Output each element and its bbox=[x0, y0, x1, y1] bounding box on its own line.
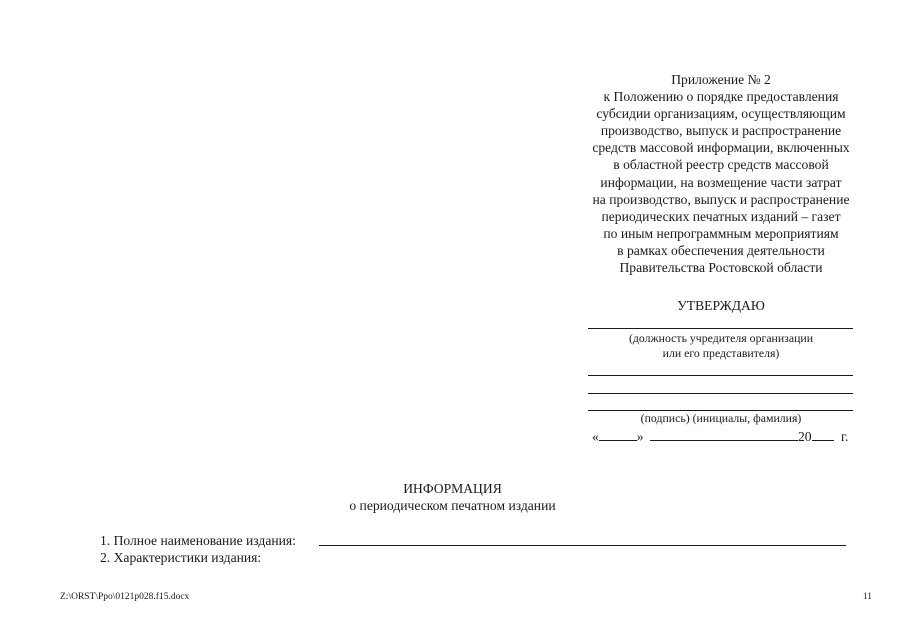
position-caption-2: или его представителя) bbox=[662, 346, 780, 360]
signature-line-1 bbox=[588, 375, 853, 376]
item-1-fill-line bbox=[319, 545, 846, 546]
annex-line: в рамках обеспечения деятельности bbox=[617, 242, 825, 258]
annex-line: к Положению о порядке предоставления bbox=[603, 89, 839, 105]
item-1-label: 1. Полное наименование издания: bbox=[100, 533, 296, 548]
annex-line: Правительства Ростовской области bbox=[619, 260, 823, 276]
footer-file-path: Z:\ORST\Ppo\0121p028.f15.docx bbox=[60, 592, 190, 602]
item-2-label: 2. Характеристики издания: bbox=[100, 550, 262, 565]
annex-header bbox=[560, 71, 882, 276]
signature-line-2 bbox=[588, 393, 853, 394]
annex-line: средств массовой информации, включенных bbox=[592, 140, 850, 156]
annex-line: Приложение № 2 bbox=[671, 72, 771, 87]
annex-line: информации, на возмещение части затрат bbox=[600, 174, 842, 190]
month-blank bbox=[650, 428, 798, 441]
approval-date-line bbox=[592, 428, 848, 445]
annex-line: субсидии организациям, осуществляющим bbox=[596, 106, 846, 122]
annex-line: периодических печатных изданий – газет bbox=[601, 208, 841, 224]
date-close-quote: » bbox=[636, 429, 644, 444]
annex-line: на производство, выпуск и распространение bbox=[592, 191, 850, 207]
year-blank bbox=[812, 428, 834, 441]
approval-title: УТВЕРЖДАЮ bbox=[677, 298, 765, 313]
annex-line: производство, выпуск и распространение bbox=[600, 123, 842, 139]
annex-line: в областной реестр средств массовой bbox=[613, 157, 829, 173]
year-prefix: 20 bbox=[798, 429, 812, 444]
document-subtitle: о периодическом печатном издании bbox=[349, 498, 556, 513]
position-line bbox=[588, 328, 853, 329]
document-title: ИНФОРМАЦИЯ bbox=[403, 481, 502, 496]
date-open-quote: « bbox=[592, 429, 599, 444]
year-suffix: г. bbox=[841, 429, 849, 444]
day-blank bbox=[599, 428, 637, 441]
position-caption-1: (должность учредителя организации bbox=[628, 331, 814, 345]
signature-caption: (подпись) (инициалы, фамилия) bbox=[640, 411, 802, 425]
footer-page-number: 11 bbox=[862, 592, 872, 602]
annex-line: по иным непрограммным мероприятиям bbox=[603, 225, 839, 241]
